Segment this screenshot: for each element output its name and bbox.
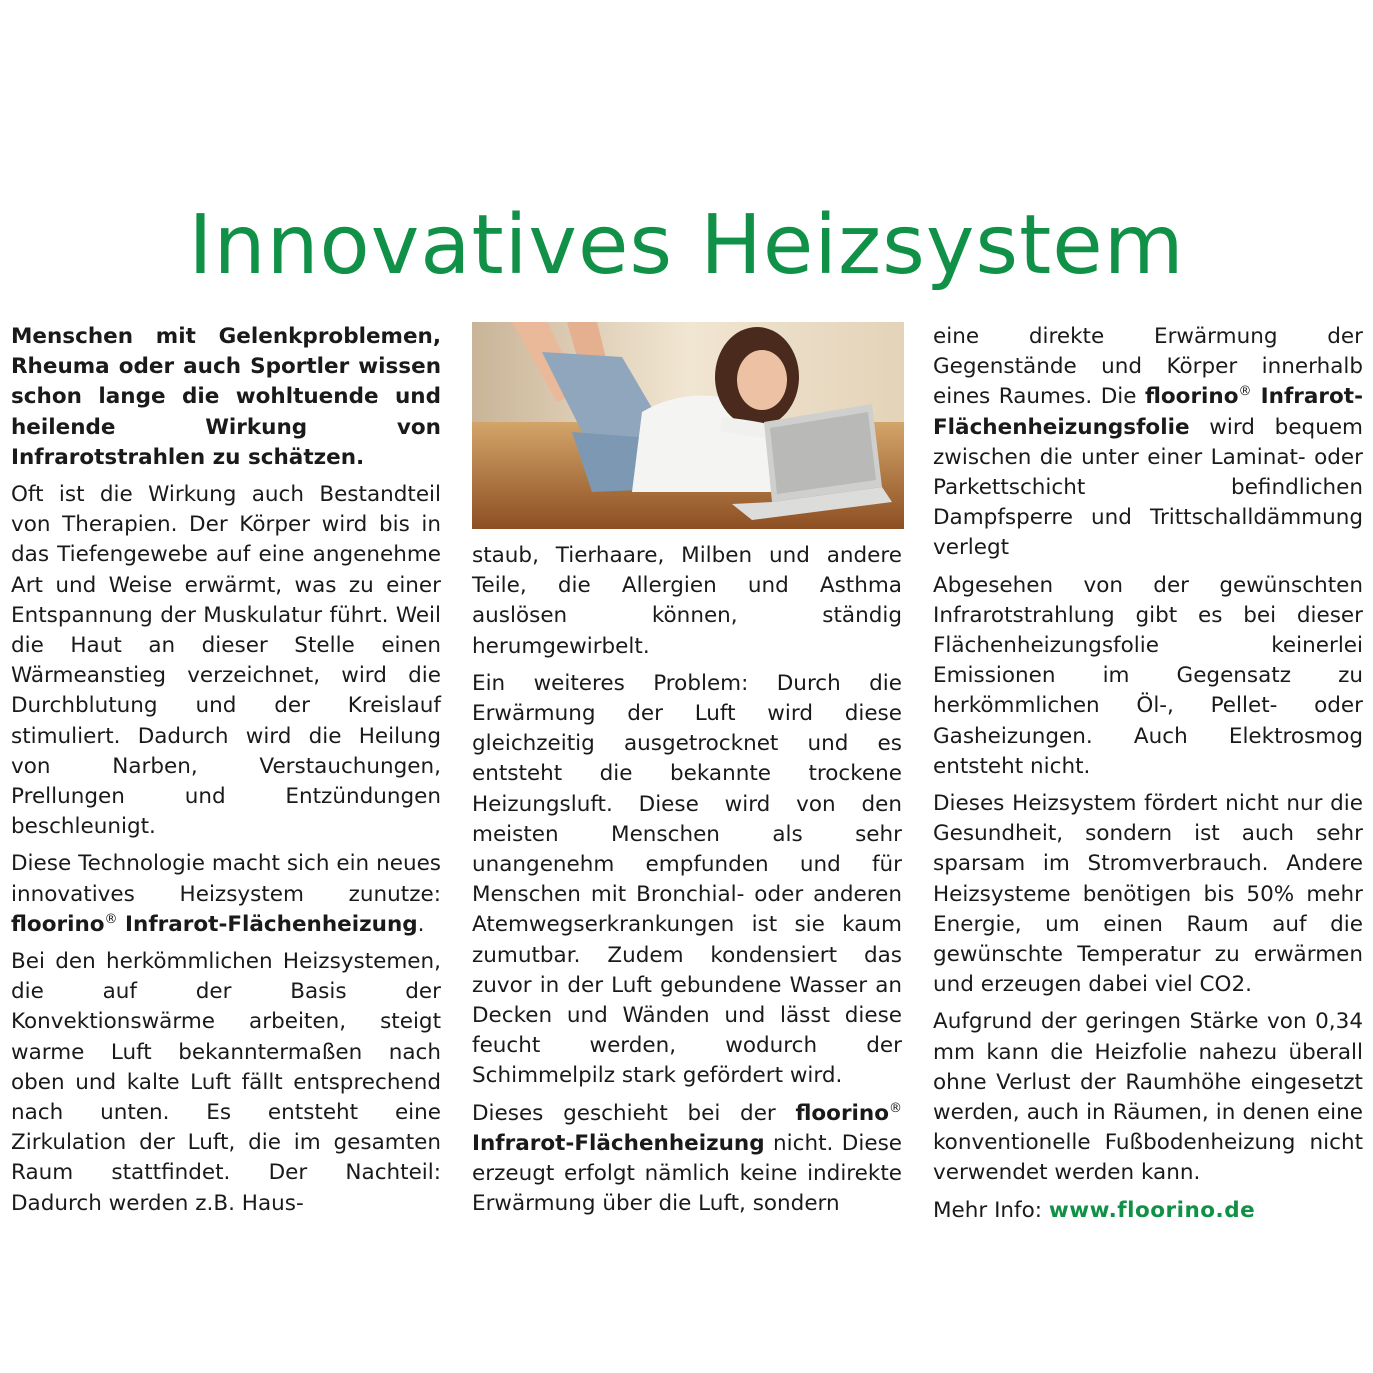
- paragraph-emissions: Abgesehen von der gewünschten Infrarotstrahlung gibt es bei dieser Flächenheizungsfolie keinerlei Emissionen im Gegensatz zu herkömmlichen Öl-, Pellet- oder Gasheizungen. Auch Elektrosmog entsteht nicht.: [933, 572, 1363, 779]
- paragraph-floorino: [472, 1099, 902, 1220]
- more-info: [933, 1196, 1363, 1226]
- paragraph-direct-heating-rest: wird bequem zwischen die unter einer Laminat- oder Parkettschicht befindlichen Dampfsperre und Trittschalldämmung verlegt: [933, 414, 1363, 561]
- paragraph-technology: [11, 849, 441, 940]
- lead-paragraph: Menschen mit Gelenkproblemen, Rheuma oder auch Sportler wissen schon lange die wohltuende und heilende Wirkung von Infrarotstrahlen zu schätzen.: [11, 324, 441, 470]
- registered-mark: ®: [104, 911, 118, 927]
- product-name: Infrarot-Flächenheizungsfolie: [933, 384, 1363, 440]
- paragraph-savings: Dieses Heizsystem fördert nicht nur die Gesundheit, sondern ist auch sehr sparsam im Stromverbrauch. Andere Heizsysteme benötigen bis 50% mehr Energie, um einen Raum auf die gewünschte Temperatur zu erwärmen und erzeugen dabei viel CO2.: [933, 791, 1363, 998]
- article-column-2: [472, 322, 902, 1226]
- product-name: Infrarot-Flächenheizung: [117, 911, 418, 937]
- paragraph-convection: Bei den herkömmlichen Heizsystemen, die auf der Basis der Konvektionswärme arbeiten, steigt warme Luft bekanntermaßen nach oben und kalte Luft fällt entsprechend nach unten. Es entsteht eine Zirkulation der Luft, die im gesamten Raum stattfindet. Der Nachteil: Dadurch werden z.B. Haus-: [11, 949, 441, 1216]
- photo-illustration: [472, 322, 904, 529]
- paragraph-problem: Ein weiteres Problem: Durch die Erwärmung der Luft wird diese gleichzeitig ausgetrocknet und es entsteht die bekannte trockene Heizungsluft. Diese wird von den meisten Menschen als sehr unangenehm empfunden und für Menschen mit Bronchial- oder anderen Atemwegserkrankungen ist sie kaum zumutbar. Zudem kondensiert das zuvor in der Luft gebundene Wasser an Decken und Wänden und lässt diese feucht werden, wodurch der Schimmelpilz stark gefördert wird.: [472, 670, 902, 1089]
- website-link[interactable]: www.floorino.de: [1048, 1197, 1256, 1223]
- paragraph-thickness: Aufgrund der geringen Stärke von 0,34 mm kann die Heizfolie nahezu überall ohne Verlust der Raumhöhe eingesetzt werden, auch in Räumen, in denen eine konventionelle Fußbodenheizung nicht verwendet werden kann.: [933, 1009, 1363, 1186]
- paragraph-floorino-text: Dieses geschieht bei der: [472, 1100, 796, 1126]
- paragraph-direct-heating: [933, 322, 1363, 564]
- paragraph-technology-end: .: [417, 911, 425, 937]
- paragraph-direct-heating-text: eine direkte Erwärmung der Gegenstände und Körper innerhalb eines Raumes. Die: [933, 324, 1363, 410]
- registered-mark: ®: [889, 1100, 902, 1116]
- product-name: Infrarot-Flächenheizung: [472, 1130, 765, 1156]
- article-column-3: [933, 322, 1363, 1233]
- paragraph-therapy: Oft ist die Wirkung auch Bestandteil von Therapien. Der Körper wird bis in das Tiefengewebe auf eine angenehme Art und Weise erwärmt, was zu einer Entspannung der Muskulatur führt. Weil die Haut an dieser Stelle einen Wärmeanstieg verzeichnet, wird die Durchblutung und der Kreislauf stimuliert. Dadurch wird die Heilung von Narben, Verstauchungen, Prellungen und Entzündungen beschleunigt.: [11, 482, 441, 840]
- brand-name: floorino: [795, 1100, 889, 1126]
- more-info-label: Mehr Info:: [933, 1197, 1049, 1223]
- article-title: Innovatives Heizsystem: [188, 198, 1185, 293]
- article-column-1: [11, 322, 441, 1226]
- brand-name: floorino: [11, 911, 105, 937]
- registered-mark: ®: [1238, 384, 1252, 400]
- paragraph-technology-text: Diese Technologie macht sich ein neues innovatives Heizsystem zunutze:: [11, 851, 441, 907]
- woman-with-laptop-photo: [472, 322, 904, 529]
- brand-name: floorino: [1144, 384, 1239, 410]
- paragraph-floorino-rest: nicht. Diese erzeugt erfolgt nämlich keine indirekte Erwärmung über die Luft, sondern: [472, 1130, 902, 1217]
- paragraph-dust: staub, Tierhaare, Milben und andere Teile, die Allergien und Asthma auslösen können, ständig herumgewirbelt.: [472, 543, 902, 659]
